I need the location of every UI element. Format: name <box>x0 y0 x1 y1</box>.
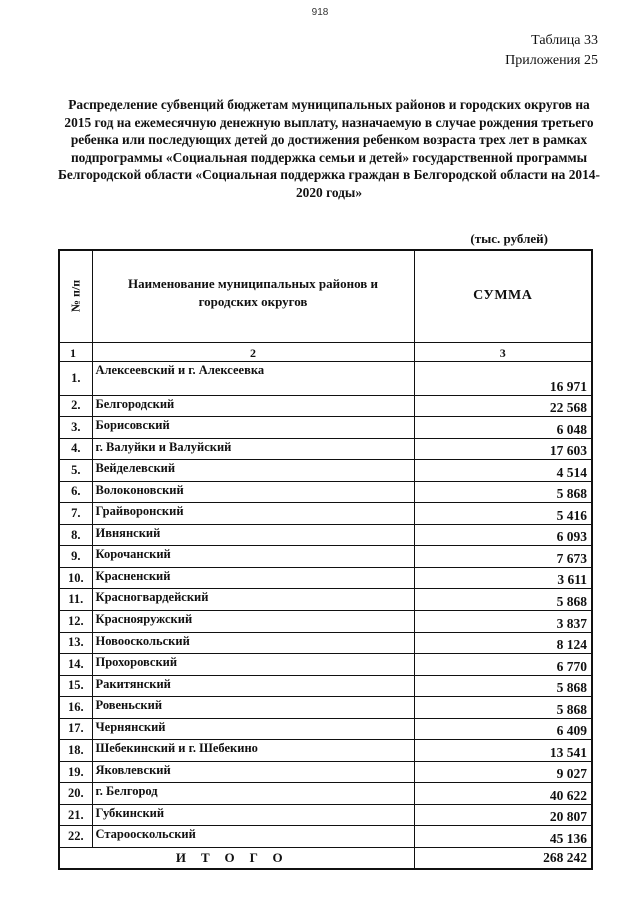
row-number: 6. <box>59 481 92 503</box>
total-sum: 268 242 <box>414 847 592 869</box>
district-name: Красненский <box>92 567 414 589</box>
row-number: 17. <box>59 718 92 740</box>
table-row <box>59 804 592 826</box>
row-number: 22. <box>59 826 92 848</box>
subvention-sum: 22 568 <box>414 395 592 417</box>
district-name: Прохоровский <box>92 654 414 676</box>
row-number: 20. <box>59 783 92 805</box>
total-row <box>59 847 592 869</box>
row-number: 8. <box>59 524 92 546</box>
table-row <box>59 589 592 611</box>
table-row <box>59 783 592 805</box>
row-number: 10. <box>59 567 92 589</box>
column-index: 3 <box>414 342 592 361</box>
subvention-sum: 5 868 <box>414 697 592 719</box>
district-name: Чернянский <box>92 718 414 740</box>
row-number: 5. <box>59 460 92 482</box>
header-sum: СУММА <box>414 250 592 342</box>
header-name: Наименование муниципальных районов и городских округов <box>92 250 414 342</box>
subvention-sum: 7 673 <box>414 546 592 568</box>
table-row <box>59 460 592 482</box>
total-label: ИТОГО <box>59 847 414 869</box>
district-name: Ракитянский <box>92 675 414 697</box>
row-number: 15. <box>59 675 92 697</box>
table-row <box>59 761 592 783</box>
subvention-sum: 17 603 <box>414 438 592 460</box>
district-name: Алексеевский и г. Алексеевка <box>92 361 414 395</box>
appendix-note: Приложения 25 <box>505 53 598 68</box>
district-name: г. Валуйки и Валуйский <box>92 438 414 460</box>
row-number: 7. <box>59 503 92 525</box>
table-row <box>59 632 592 654</box>
district-name: Борисовский <box>92 417 414 439</box>
row-number: 1. <box>59 361 92 395</box>
units-label: (тыс. рублей) <box>470 231 548 246</box>
district-name: Вейделевский <box>92 460 414 482</box>
subvention-sum: 5 868 <box>414 589 592 611</box>
row-number: 2. <box>59 395 92 417</box>
table-row <box>59 740 592 762</box>
table-row <box>59 546 592 568</box>
subvention-sum: 6 048 <box>414 417 592 439</box>
document-title: Распределение субвенций бюджетам муниципальных районов и городских округов на 2015 год на ежемесячную денежную выплату, назначаемую в случае рождения третьего ребенка или последующих детей до достижения ребенком возраста трех лет в рамках подпрограммы «Социальная поддержка семьи и детей» государственной программы Белгородской области «Социальная поддержка граждан в Белгородской области на 2014-2020 годы» <box>58 97 600 200</box>
table-row <box>59 361 592 395</box>
subvention-sum: 13 541 <box>414 740 592 762</box>
table-row <box>59 675 592 697</box>
row-number: 9. <box>59 546 92 568</box>
header-num <box>59 250 92 342</box>
table-row <box>59 524 592 546</box>
district-name: Грайворонский <box>92 503 414 525</box>
table-header-row <box>59 250 592 342</box>
table-row <box>59 395 592 417</box>
district-name: Губкинский <box>92 804 414 826</box>
subvention-sum: 5 868 <box>414 481 592 503</box>
district-name: Ивнянский <box>92 524 414 546</box>
row-number: 19. <box>59 761 92 783</box>
subvention-sum: 3 611 <box>414 567 592 589</box>
district-name: Новооскольский <box>92 632 414 654</box>
row-number: 18. <box>59 740 92 762</box>
district-name: Корочанский <box>92 546 414 568</box>
column-index: 1 <box>59 342 92 361</box>
subvention-sum: 5 868 <box>414 675 592 697</box>
table-number-note: Таблица 33 <box>531 33 598 48</box>
table-row <box>59 654 592 676</box>
district-name: Красногвардейский <box>92 589 414 611</box>
subvention-table <box>58 249 593 870</box>
subvention-sum: 5 416 <box>414 503 592 525</box>
subvention-sum: 45 136 <box>414 826 592 848</box>
row-number: 12. <box>59 610 92 632</box>
district-name: Волоконовский <box>92 481 414 503</box>
column-index-row <box>59 342 592 361</box>
subvention-sum: 8 124 <box>414 632 592 654</box>
row-number: 3. <box>59 417 92 439</box>
table-row <box>59 610 592 632</box>
table-row <box>59 826 592 848</box>
table-row <box>59 697 592 719</box>
row-number: 11. <box>59 589 92 611</box>
subvention-sum: 20 807 <box>414 804 592 826</box>
header-num-label: № п/п <box>68 280 83 313</box>
district-name: Краснояружский <box>92 610 414 632</box>
subvention-sum: 6 093 <box>414 524 592 546</box>
subvention-sum: 16 971 <box>414 361 592 395</box>
subvention-sum: 6 409 <box>414 718 592 740</box>
subvention-sum: 4 514 <box>414 460 592 482</box>
row-number: 4. <box>59 438 92 460</box>
table-row <box>59 481 592 503</box>
subvention-sum: 40 622 <box>414 783 592 805</box>
subvention-sum: 3 837 <box>414 610 592 632</box>
page-number: 918 <box>311 7 329 18</box>
column-index: 2 <box>92 342 414 361</box>
district-name: Ровеньский <box>92 697 414 719</box>
table-row <box>59 567 592 589</box>
row-number: 13. <box>59 632 92 654</box>
subvention-sum: 9 027 <box>414 761 592 783</box>
district-name: г. Белгород <box>92 783 414 805</box>
table-row <box>59 417 592 439</box>
table-row <box>59 718 592 740</box>
district-name: Шебекинский и г. Шебекино <box>92 740 414 762</box>
district-name: Белгородский <box>92 395 414 417</box>
district-name: Яковлевский <box>92 761 414 783</box>
subvention-sum: 6 770 <box>414 654 592 676</box>
row-number: 21. <box>59 804 92 826</box>
table-row <box>59 503 592 525</box>
table-row <box>59 438 592 460</box>
district-name: Старооскольский <box>92 826 414 848</box>
row-number: 16. <box>59 697 92 719</box>
row-number: 14. <box>59 654 92 676</box>
